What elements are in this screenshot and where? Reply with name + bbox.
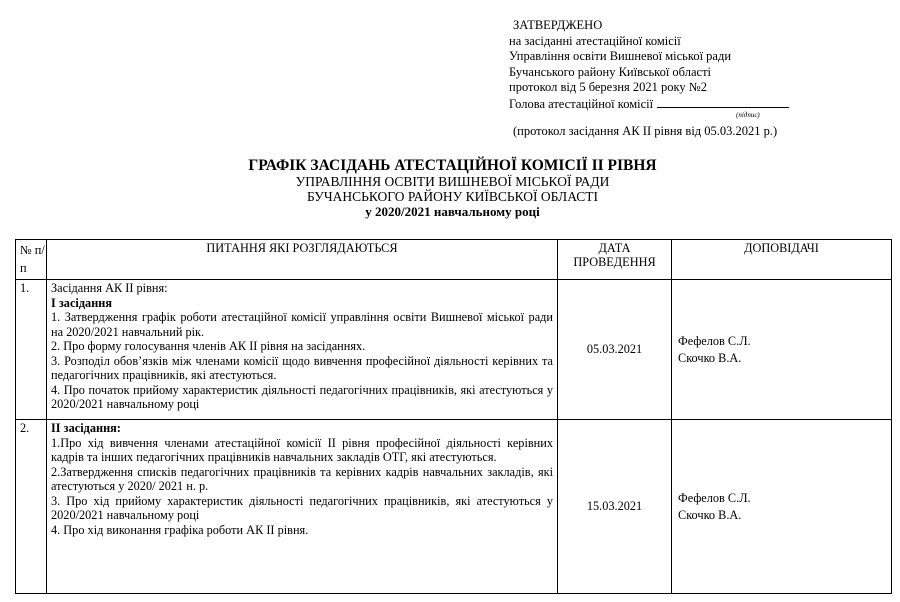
academic-year: у 2020/2021 навчальному році: [365, 204, 540, 219]
document-subtitle: БУЧАНСЬКОГО РАЙОНУ КИЇВСЬКОЇ ОБЛАСТІ: [306, 188, 599, 204]
header-date: ДАТА ПРОВЕДЕННЯ: [558, 240, 672, 280]
session-title: ІІ засідання:: [51, 421, 121, 435]
signature-caption: (підпис): [736, 111, 760, 119]
agenda-item: 1.Про хід вивчення членами атестаційної комісії ІІ рівня професійної діяльності керівних кадрів та інших педагогічних працівників навчальних закладів ОТГ, які атестуються.: [51, 435, 553, 464]
approval-stamp: ЗАТВЕРДЖЕНО: [513, 18, 603, 32]
reporter-name: Фефелов С.Л.: [678, 333, 751, 348]
row-reporters: [672, 280, 892, 420]
agenda-item: 3. Розподіл обов’язків між членами комісії щодо вивчення професійної діяльності керівних та педагогічних працівників, які атестуються.: [51, 353, 553, 382]
approval-line: на засіданні атестаційної комісії: [509, 33, 681, 48]
protocol-note: (протокол засідання АК II рівня від 05.03.2021 р.): [513, 124, 778, 138]
session-intro: Засідання АК ІІ рівня:: [51, 281, 168, 295]
agenda-item: 2.Затвердження списків педагогічних працівників та керівних кадрів навчальних закладів, які атестуються у 2020/ 2021 н. р.: [51, 464, 553, 493]
row-questions: [47, 420, 558, 594]
table-row: [16, 280, 892, 420]
document-heading: [0, 157, 900, 219]
reporter-name: Фефелов С.Л.: [678, 490, 751, 505]
schedule-table: [15, 239, 892, 594]
row-num: 1.: [16, 280, 47, 420]
approval-chair-label: Голова атестаційної комісії: [509, 96, 654, 111]
reporter-name: Скочко В.А.: [678, 507, 742, 522]
row-date: 15.03.2021: [558, 420, 672, 594]
table-header-row: [16, 240, 892, 280]
approval-line: протокол від 5 березня 2021 року №2: [509, 80, 707, 95]
document-subtitle: УПРАВЛІННЯ ОСВІТИ ВИШНЕВОЇ МІСЬКОЇ РАДИ: [295, 174, 610, 189]
row-questions: [47, 280, 558, 420]
agenda-item: 2. Про форму голосування членів АК ІІ рівня на засіданнях.: [51, 339, 366, 353]
agenda-item: 1. Затвердження графік роботи атестаційної комісії управління освіти Вишневої міської ради на 2020/2021 навчальний рік.: [51, 310, 553, 339]
approval-block: [509, 18, 789, 113]
reporter-name: Скочко В.А.: [678, 350, 742, 365]
approval-line: Бучанського району Київської області: [509, 64, 712, 79]
agenda-item: 3. Про хід прийому характеристик діяльності педагогічних працівників, які атестуються у 2020/2021 навчальному році: [51, 493, 553, 522]
row-num: 2.: [16, 420, 47, 594]
header-questions: ПИТАННЯ ЯКІ РОЗГЛЯДАЮТЬСЯ: [47, 240, 558, 280]
signature-line: [657, 96, 789, 108]
document-title: ГРАФІК ЗАСІДАНЬ АТЕСТАЦІЙНОЇ КОМІСІЇ II РІВНЯ: [248, 157, 657, 174]
agenda-item: 4. Про хід виконання графіка роботи АК ІІ рівня.: [51, 522, 309, 537]
header-reporters: ДОПОВІДАЧІ: [672, 240, 892, 280]
row-date: 05.03.2021: [558, 280, 672, 420]
header-num: № п/п: [16, 240, 47, 280]
agenda-item: 4. Про початок прийому характеристик діяльності педагогічних працівників, які атестуються у 2020/2021 навчальному році: [51, 382, 553, 411]
session-title: І засідання: [51, 295, 113, 310]
row-reporters: [672, 420, 892, 594]
table-row: [16, 420, 892, 594]
approval-line: Управління освіти Вишневої міської ради: [509, 49, 732, 64]
